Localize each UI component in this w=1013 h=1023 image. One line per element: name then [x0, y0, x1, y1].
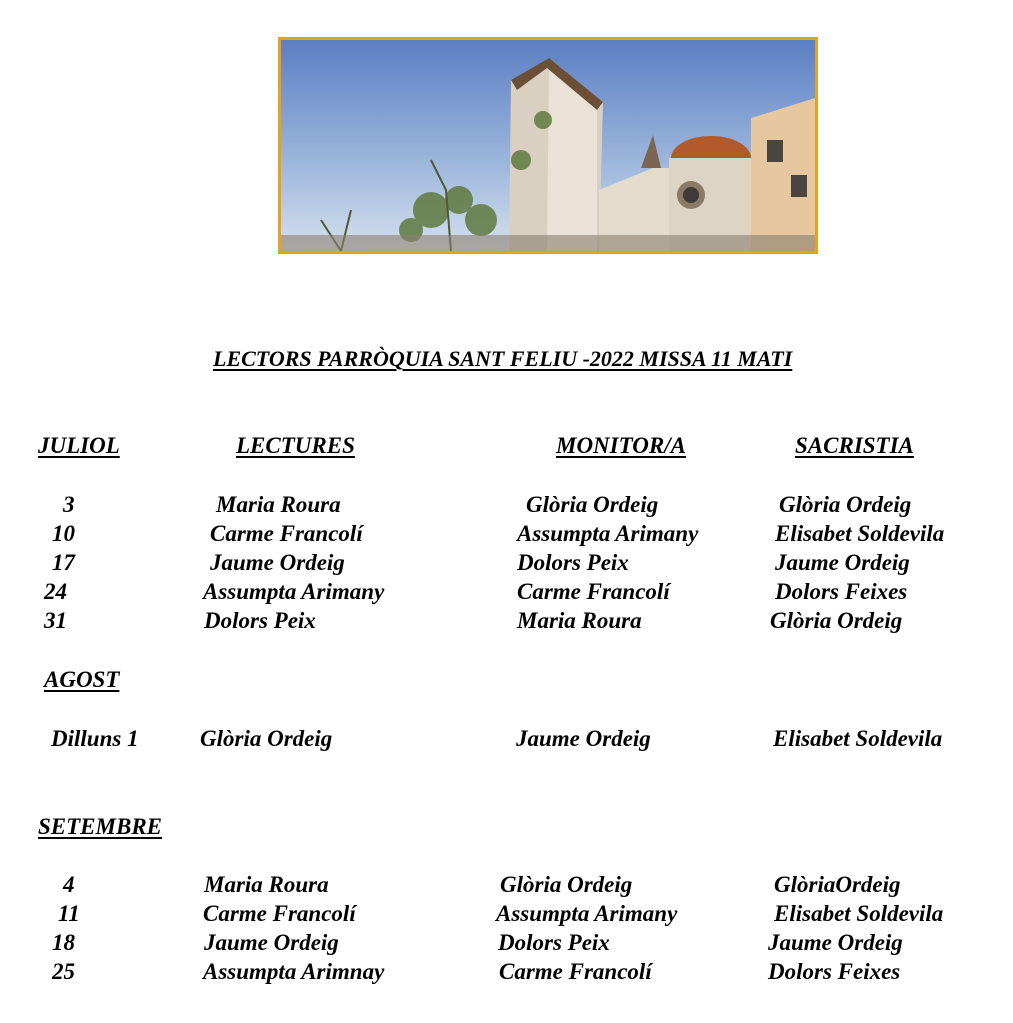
- lectures-cell: Jaume Ordeig: [204, 930, 339, 955]
- church-photo: [278, 37, 818, 254]
- sacristia-cell: Elisabet Soldevila: [774, 901, 944, 926]
- sacristia-cell: Glòria Ordeig: [779, 492, 912, 517]
- lectures-cell: Jaume Ordeig: [210, 550, 345, 575]
- lectures-cell: Assumpta Arimnay: [203, 959, 385, 984]
- monitor-cell: Glòria Ordeig: [500, 872, 633, 897]
- day-cell: 10: [52, 521, 75, 546]
- lectures-cell: Carme Francolí: [203, 901, 356, 926]
- header-lectures: LECTURES: [236, 433, 355, 458]
- day-cell: 25: [52, 959, 75, 984]
- sacristia-cell: Jaume Ordeig: [768, 930, 903, 955]
- page-title: LECTORS PARRÒQUIA SANT FELIU -2022 MISSA 11 MATI: [213, 346, 793, 371]
- day-cell: 4: [63, 872, 75, 897]
- monitor-cell: Jaume Ordeig: [516, 726, 651, 751]
- sacristia-cell: Elisabet Soldevila: [775, 521, 945, 546]
- lectures-cell: Maria Roura: [216, 492, 341, 517]
- day-cell: 18: [52, 930, 75, 955]
- monitor-cell: Carme Francolí: [499, 959, 652, 984]
- month-label-agost: AGOST: [44, 667, 120, 692]
- lectures-cell: Glòria Ordeig: [200, 726, 333, 751]
- monitor-cell: Glòria Ordeig: [526, 492, 659, 517]
- monitor-cell: Assumpta Arimany: [517, 521, 699, 546]
- day-cell: 24: [44, 579, 67, 604]
- monitor-cell: Carme Francolí: [517, 579, 670, 604]
- monitor-cell: Dolors Peix: [517, 550, 629, 575]
- day-cell: 17: [52, 550, 75, 575]
- header-sacristia: SACRISTIA: [795, 433, 914, 458]
- day-cell: 11: [58, 901, 80, 926]
- monitor-cell: Assumpta Arimany: [496, 901, 678, 926]
- lectures-cell: Assumpta Arimany: [203, 579, 385, 604]
- sacristia-cell: GlòriaOrdeig: [774, 872, 901, 897]
- day-cell: 31: [44, 608, 67, 633]
- sacristia-cell: Jaume Ordeig: [775, 550, 910, 575]
- monitor-cell: Dolors Peix: [498, 930, 610, 955]
- sacristia-cell: Dolors Feixes: [775, 579, 908, 604]
- lectures-cell: Carme Francolí: [210, 521, 363, 546]
- day-cell: 3: [63, 492, 75, 517]
- sacristia-cell: Elisabet Soldevila: [773, 726, 943, 751]
- day-cell: Dilluns 1: [51, 726, 139, 751]
- lectures-cell: Dolors Peix: [204, 608, 316, 633]
- header-juliol: JULIOL: [38, 433, 120, 458]
- header-monitor: MONITOR/A: [556, 433, 686, 458]
- month-label-setembre: SETEMBRE: [38, 814, 162, 839]
- sacristia-cell: Dolors Feixes: [768, 959, 901, 984]
- lectures-cell: Maria Roura: [204, 872, 329, 897]
- monitor-cell: Maria Roura: [517, 608, 642, 633]
- sacristia-cell: Glòria Ordeig: [770, 608, 903, 633]
